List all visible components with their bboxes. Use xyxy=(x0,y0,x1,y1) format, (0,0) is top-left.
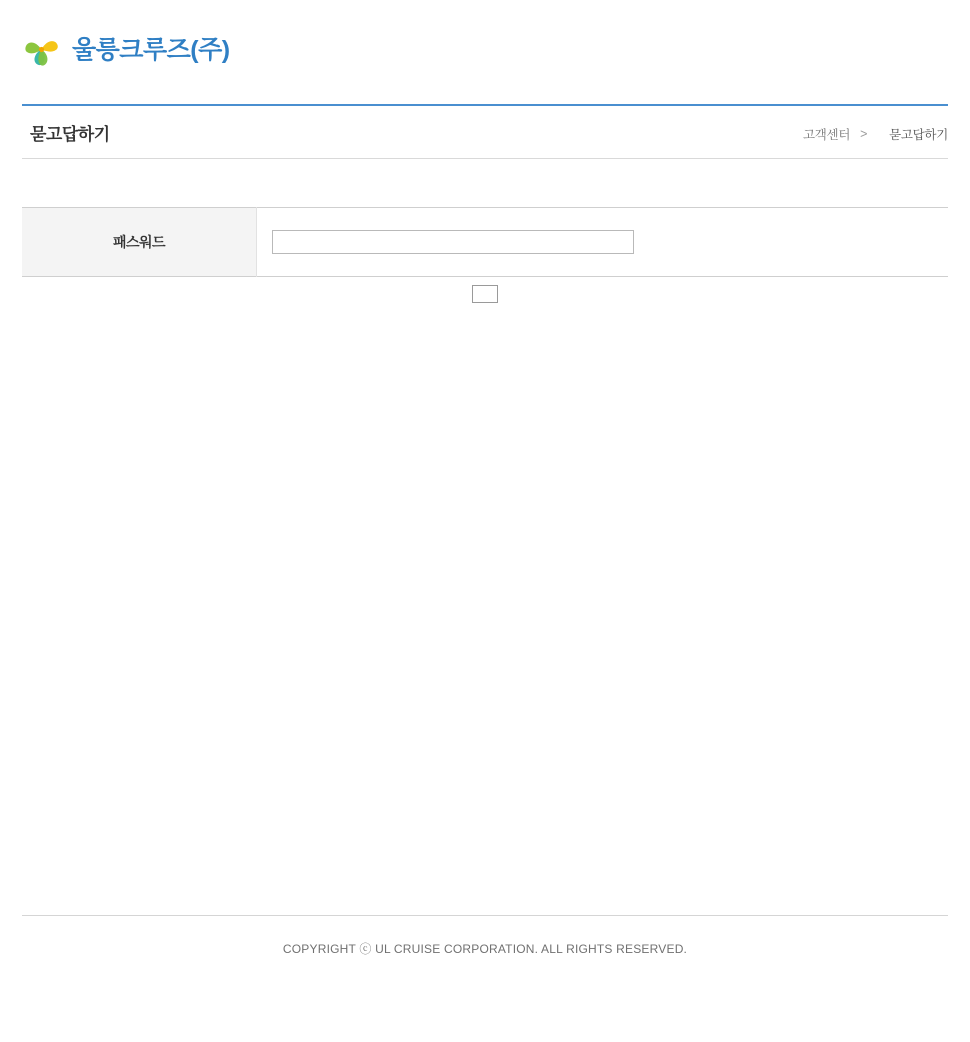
form-button-row xyxy=(22,277,948,307)
table-row xyxy=(22,208,948,277)
copyright-text: COPYRIGHT ⓒ UL CRUISE CORPORATION. ALL RIGHTS RESERVED. xyxy=(282,942,688,956)
password-form-table xyxy=(22,207,948,277)
breadcrumb xyxy=(803,125,948,143)
content-top-spacer xyxy=(22,159,948,207)
pinwheel-flower-logo-icon xyxy=(22,29,62,71)
main-content xyxy=(22,159,948,307)
page-title-bar xyxy=(22,104,948,159)
submit-button[interactable] xyxy=(472,285,498,303)
brand-name-text: 울릉크루즈 xyxy=(72,35,191,64)
page-title: 묻고답하기 xyxy=(30,125,110,144)
password-label: 패스워드 xyxy=(22,208,257,277)
site-header xyxy=(0,0,970,104)
breadcrumb-current: 묻고답하기 xyxy=(889,128,948,142)
site-logo-link[interactable] xyxy=(22,29,230,71)
site-footer xyxy=(22,915,948,957)
brand-name xyxy=(72,35,230,64)
breadcrumb-parent[interactable]: 고객센터 xyxy=(803,128,851,142)
brand-name-suffix: (주) xyxy=(190,35,230,64)
breadcrumb-separator: > xyxy=(860,127,868,141)
password-field-cell xyxy=(257,208,949,277)
password-input[interactable] xyxy=(272,230,634,254)
